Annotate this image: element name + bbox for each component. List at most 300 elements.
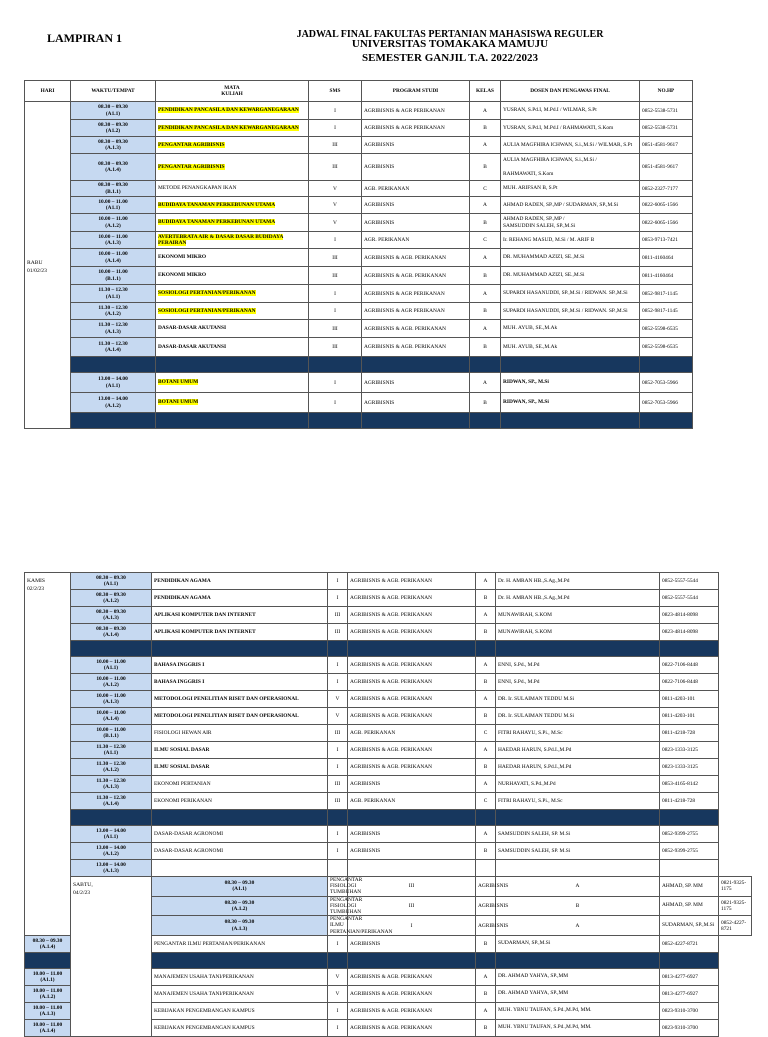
semester-cell: I <box>328 573 348 590</box>
course-name: BOTANI UMUM <box>158 379 199 386</box>
col-sms: SMS <box>309 81 362 102</box>
lecturer-cell: MUH. YBNU TAUFAN, S.Pd.,M.Pd, MM. <box>496 1002 660 1019</box>
study-program-cell: AGRIBISNIS & AGB. PERIKANAN <box>362 338 470 357</box>
course-cell <box>152 935 328 952</box>
day-cell: RABU 01/02/23 <box>25 102 71 429</box>
semester-cell: III <box>348 877 476 897</box>
course-cell <box>156 181 309 197</box>
lecturer-cell: FITRI RAHAYU, S.Pi., M.Sc <box>496 725 660 742</box>
study-program-cell: AGRIBISNIS & AGB. PERIKANAN <box>348 759 476 776</box>
phone-cell: 0822-7106-8448 <box>660 674 719 691</box>
table-row <box>25 590 752 607</box>
phone-cell: 0811-4203-101 <box>660 691 719 708</box>
class-cell: B <box>476 843 496 860</box>
course-cell <box>152 573 328 590</box>
lecturer-cell: Ir. REHANG MASUD, M.Si / M. ARIF B <box>501 232 640 249</box>
phone-cell: 0811-4203-101 <box>660 708 719 725</box>
separator-cell <box>362 413 470 429</box>
semester-cell: I <box>309 120 362 137</box>
phone-cell: 0852-4227-8721 <box>719 916 752 936</box>
study-program-cell: AGB. PERIKANAN <box>362 181 470 197</box>
phone-cell <box>660 860 719 877</box>
class-cell: B <box>470 267 501 285</box>
phone-cell: 0852-9817-1145 <box>640 285 693 303</box>
semester-cell: I <box>309 285 362 303</box>
table-row <box>25 657 752 674</box>
time-room-cell: 11.30 – 12.30 (A.1.3) <box>71 776 152 793</box>
class-cell: B <box>470 338 501 357</box>
course-name: FISIOLOGI HEWAN AIR <box>154 729 212 736</box>
semester-cell: III <box>309 320 362 338</box>
phone-cell: 0852-5538-5731 <box>640 120 693 137</box>
time-room-cell: 13.00 – 14.00 (A1.1) <box>71 826 152 843</box>
time-room-cell: 13.00 – 14.00 (A1.1) <box>71 373 156 393</box>
study-program-cell: AGRIBISNIS & AGB. PERIKANAN <box>348 1002 476 1019</box>
lecturer-cell: AHMAD RADEN, SP.,MP / SUDARMAN, SP.,M.Si <box>501 197 640 214</box>
phone-cell: 0823-1333-3125 <box>660 742 719 759</box>
table-row <box>25 573 752 590</box>
table-row <box>25 691 752 708</box>
table-row <box>25 120 693 137</box>
course-name: DASAR-DASAR AGRONOMI <box>154 847 224 854</box>
semester-cell: I <box>309 393 362 413</box>
phone-cell: 0853-4165-8142 <box>660 776 719 793</box>
course-cell <box>156 338 309 357</box>
study-program-cell: AGB. PERIKANAN <box>348 793 476 810</box>
separator-cell <box>470 413 501 429</box>
course-name: APLIKASI KOMPUTER DAN INTERNET <box>154 628 256 635</box>
table-row <box>25 181 693 197</box>
study-program-cell: AGRIBISNIS & AGB. PERIKANAN <box>348 742 476 759</box>
course-name: MANAJEMEN USAHA TANI/PERIKANAN <box>154 990 254 997</box>
lecturer-cell: ENNI, S.Pd., M.Pd <box>496 674 660 691</box>
course-name: PENGANTAR FISIOLOGI TUMBUHAN <box>330 896 363 916</box>
time-room-cell: 11.30 – 12.30 (A.1.4) <box>71 793 152 810</box>
course-name: METODE PENANGKAPAN IKAN <box>158 185 237 192</box>
table-row <box>25 860 752 877</box>
class-cell: B <box>476 985 496 1002</box>
separator-cell <box>660 952 719 968</box>
separator-cell <box>152 952 328 968</box>
course-cell <box>156 102 309 120</box>
phone-cell: 0852-9399-2755 <box>660 843 719 860</box>
time-room-cell: 10.00 – 11.00 (A1.1) <box>25 968 71 985</box>
separator-cell <box>348 952 476 968</box>
class-cell: C <box>470 181 501 197</box>
table-row <box>25 303 693 320</box>
lecturer-cell: DR. Ir. SULAIMAN TEDDU M.Si <box>496 691 660 708</box>
time-room-cell: 08.30 – 09.30 (A1.1) <box>152 877 328 897</box>
time-room-cell: 10.00 – 11.00 (A1.1) <box>71 657 152 674</box>
separator-cell <box>496 810 660 826</box>
study-program-cell: AGRIBISNIS & AGR PERIKANAN <box>362 120 470 137</box>
table-row <box>25 674 752 691</box>
phone-cell: 0851-4581-9617 <box>640 154 693 181</box>
lampiran-label: LAMPIRAN 1 <box>47 31 122 45</box>
time-room-cell: 10.00 – 11.00 (A.1.4) <box>71 708 152 725</box>
semester-title: SEMESTER GANJIL T.A. 2022/2023 <box>362 52 538 64</box>
class-cell: A <box>476 691 496 708</box>
separator-cell <box>348 641 476 657</box>
table-row <box>25 708 752 725</box>
col-kelas: KELAS <box>470 81 501 102</box>
study-program-cell: AGRIBISNIS & AGB. PERIKANAN <box>362 249 470 267</box>
class-cell: B <box>476 759 496 776</box>
course-cell <box>152 1019 328 1036</box>
time-room-cell: 08.30 – 09.30 (A.1.3) <box>71 607 152 624</box>
lecturer-cell: DR. Ir. SULAIMAN TEDDU M.Si <box>496 708 660 725</box>
course-name: BOTANI UMUM <box>158 399 199 406</box>
course-name: EKONOMI PERIKANAN <box>154 797 212 804</box>
semester-cell: V <box>328 691 348 708</box>
study-program-cell: AGRIBISNIS & AGB. PERIKANAN <box>348 708 476 725</box>
phone-cell: 0823-4814-8098 <box>660 624 719 641</box>
lecturer-cell: DR. AHMAD YAHYA, SP.,MM <box>496 968 660 985</box>
separator-cell <box>309 357 362 373</box>
phone-cell: 0823-9310-3700 <box>660 1002 719 1019</box>
table-row <box>25 843 752 860</box>
table-row <box>25 320 693 338</box>
semester-cell: I <box>309 232 362 249</box>
separator-cell <box>152 641 328 657</box>
lecturer-cell: MUNAWIRAH, S.KOM <box>496 607 660 624</box>
semester-cell: I <box>328 843 348 860</box>
time-room-cell: 11.30 – 12.30 (A1.1) <box>71 742 152 759</box>
course-name: AVERTEBRATA AIR & DASAR DASAR BUDIDAYA PERAIRAN <box>158 233 284 246</box>
separator-cell <box>476 810 496 826</box>
time-room-cell: 10.00 – 11.00 (A.1.3) <box>71 691 152 708</box>
day-cell: KAMIS 02/2/23 <box>25 573 71 936</box>
semester-cell: III <box>309 137 362 154</box>
phone-cell: 0823-9310-3700 <box>660 1019 719 1036</box>
lecturer-cell: HAEDAR HARUN, S.Pd.I.,M.Pd <box>496 759 660 776</box>
separator-cell <box>328 641 348 657</box>
phone-cell: 0852-4227-8721 <box>660 935 719 952</box>
course-name: METODOLOGI PENELITIAN RISET DAN OPERASIONAL <box>154 695 299 702</box>
separator-cell <box>501 413 640 429</box>
class-cell: A <box>476 573 496 590</box>
class-cell: B <box>470 303 501 320</box>
study-program-cell: AGB. PERIKANAN <box>348 725 476 742</box>
course-cell <box>152 985 328 1002</box>
day-cell: SABTU, 04/2/23 <box>71 877 152 1037</box>
course-name: KEBIJAKAN PENGEMBANGAN KAMPUS <box>154 1007 255 1014</box>
table-row <box>25 102 693 120</box>
time-room-cell: 10.00 – 11.00 (A1.1) <box>71 197 156 214</box>
course-name: BUDIDAYA TANAMAN PERKEBUNAN UTAMA <box>158 219 276 226</box>
lecturer-cell: AHMAD, SP. MM <box>660 896 719 916</box>
table-row <box>25 877 752 897</box>
study-program-cell: AGRIBISNIS & AGR PERIKANAN <box>362 303 470 320</box>
time-room-cell: 11.30 – 12.30 (A.1.3) <box>71 320 156 338</box>
semester-cell: I <box>309 102 362 120</box>
semester-cell: V <box>309 181 362 197</box>
table-row <box>25 285 693 303</box>
section-separator-row <box>25 357 693 373</box>
course-cell <box>156 154 309 181</box>
col-nohp: NO.HP <box>640 81 693 102</box>
study-program-cell: AGRIBISNIS <box>362 373 470 393</box>
table-row <box>25 742 752 759</box>
class-cell: A <box>476 968 496 985</box>
phone-cell: 0821-9325-1175 <box>719 896 752 916</box>
study-program-cell: AGRIBISNIS & AGB. PERIKANAN <box>348 968 476 985</box>
lecturer-cell: MUH. YBNU TAUFAN, S.Pd.,M.Pd, MM. <box>496 1019 660 1036</box>
phone-cell: 0822-6065-1566 <box>640 197 693 214</box>
course-cell <box>152 725 328 742</box>
separator-cell <box>476 952 496 968</box>
course-cell <box>156 120 309 137</box>
col-mata-kuliah: MATA KULIAH <box>156 81 309 102</box>
semester-cell: III <box>348 896 476 916</box>
class-cell: B <box>470 154 501 181</box>
lecturer-cell: SUDARMAN, SP.,M.Si <box>660 916 719 936</box>
study-program-cell: AGRIBISNIS <box>476 877 496 897</box>
phone-cell: 0813-4277-6927 <box>660 968 719 985</box>
course-cell <box>152 860 328 877</box>
class-cell: A <box>476 607 496 624</box>
course-cell <box>152 590 328 607</box>
course-cell <box>152 624 328 641</box>
time-room-cell: 10.00 – 11.00 (B.1.1) <box>71 725 152 742</box>
course-cell <box>328 916 393 936</box>
time-room-cell: 11.30 – 12.30 (A1.1) <box>71 285 156 303</box>
table-row <box>25 197 693 214</box>
separator-cell <box>501 357 640 373</box>
lecturer-cell: DR. AHMAD YAHYA, SP.,MM <box>496 985 660 1002</box>
lecturer-cell: SAMSUDDIN SALEH, SP. M.Si <box>496 826 660 843</box>
class-cell: C <box>470 232 501 249</box>
phone-cell: 0811-4160464 <box>640 267 693 285</box>
lecturer-cell <box>496 860 660 877</box>
class-cell: B <box>470 393 501 413</box>
phone-cell: 0852-5598-6535 <box>640 320 693 338</box>
course-cell <box>156 373 309 393</box>
course-cell <box>156 232 309 249</box>
study-program-cell: AGRIBISNIS & AGR PERIKANAN <box>362 285 470 303</box>
course-name: PENDIDIKAN AGAMA <box>154 577 211 584</box>
study-program-cell: AGRIBISNIS & AGB. PERIKANAN <box>348 691 476 708</box>
course-cell <box>152 742 328 759</box>
lecturer-cell: DR. MUHAMMAD AZIZI, SE.,M.Si <box>501 249 640 267</box>
semester-cell: III <box>309 267 362 285</box>
lecturer-cell: MUH. AYUB, SE.,M.Ak <box>501 338 640 357</box>
semester-cell: I <box>348 916 476 936</box>
separator-cell <box>470 357 501 373</box>
course-cell <box>152 674 328 691</box>
semester-cell: I <box>328 1002 348 1019</box>
phone-cell: 0852-5557-5544 <box>660 590 719 607</box>
phone-cell: 0811-4160464 <box>640 249 693 267</box>
course-name: APLIKASI KOMPUTER DAN INTERNET <box>154 611 256 618</box>
separator-cell <box>660 810 719 826</box>
time-room-cell: 08.30 – 09.30 (B.1.1) <box>71 181 156 197</box>
study-program-cell: AGRIBISNIS <box>348 826 476 843</box>
course-name: PENGANTAR AGRIBISNIS <box>158 141 225 148</box>
course-cell <box>156 197 309 214</box>
separator-cell <box>496 952 660 968</box>
class-cell: B <box>476 935 496 952</box>
schedule-title: JADWAL FINAL FAKULTAS PERTANIAN MAHASISWA REGULER <box>296 29 604 40</box>
lecturer-cell: MUNAWIRAH, S.KOM <box>496 624 660 641</box>
course-name: ILMU SOSIAL DASAR <box>154 746 210 753</box>
university-title: UNIVERSITAS TOMAKAKA MAMUJU <box>351 38 549 50</box>
course-name: PENGANTAR AGRIBISNIS <box>158 163 225 170</box>
lecturer-cell: Dr. H. AMRAN HB.,S.Ag.,M.Pd <box>496 590 660 607</box>
class-cell: A <box>470 285 501 303</box>
semester-cell: III <box>328 793 348 810</box>
lecturer-cell: SUPARDI HASANUDDI, SP.,M.Si / RIDWAN. SP.,M.Si <box>501 285 640 303</box>
course-cell <box>152 826 328 843</box>
course-name: BUDIDAYA TANAMAN PERKEBUNAN UTAMA <box>158 201 276 208</box>
separator-cell <box>152 810 328 826</box>
time-room-cell: 08.30 – 09.30 (A1.1) <box>71 102 156 120</box>
phone-cell: 0852-9399-2755 <box>660 826 719 843</box>
time-room-cell: 08.30 – 09.30 (A.1.4) <box>71 154 156 181</box>
course-name: METODOLOGI PENELITIAN RISET DAN OPERASIONAL <box>154 712 299 719</box>
separator-cell <box>362 357 470 373</box>
phone-cell: 0813-4277-6927 <box>660 985 719 1002</box>
separator-cell <box>71 357 156 373</box>
lecturer-cell: RIDWAN, SP., M.Si <box>501 393 640 413</box>
table-row <box>25 607 752 624</box>
course-name: EKONOMI MIKRO <box>158 272 207 279</box>
phone-cell: 0852-5557-5544 <box>660 573 719 590</box>
table-header-row <box>25 81 693 102</box>
phone-cell: 0851-4581-9617 <box>640 137 693 154</box>
separator-cell <box>71 810 152 826</box>
course-name: BAHASA INGGRIS I <box>154 678 205 685</box>
lecturer-cell: MUH. ARIFSAN B, S.Pt <box>501 181 640 197</box>
separator-cell <box>640 413 693 429</box>
course-cell <box>156 249 309 267</box>
semester-cell: I <box>328 674 348 691</box>
time-room-cell: 08.30 – 09.30 (A.1.3) <box>152 916 328 936</box>
semester-cell: I <box>328 657 348 674</box>
class-cell: A <box>470 249 501 267</box>
course-name: PENGANTAR ILMU PERTANIAN/PERIKANAN <box>154 940 266 947</box>
class-cell: A <box>476 657 496 674</box>
semester-cell: I <box>328 742 348 759</box>
semester-cell: I <box>328 759 348 776</box>
separator-cell <box>71 641 152 657</box>
study-program-cell: AGRIBISNIS <box>362 214 470 232</box>
semester-cell: III <box>309 249 362 267</box>
phone-cell: 0852-9817-1145 <box>640 303 693 320</box>
course-cell <box>156 320 309 338</box>
time-room-cell: 13.00 – 14.00 (A.1.2) <box>71 843 152 860</box>
class-cell: B <box>470 214 501 232</box>
phone-cell: 0821-9325-1175 <box>719 877 752 897</box>
table-row <box>25 793 752 810</box>
lecturer-cell: SUPARDI HASANUDDI, SP.,M.Si / RIDWAN. SP.,M.Si <box>501 303 640 320</box>
semester-cell: I <box>309 373 362 393</box>
class-cell <box>476 860 496 877</box>
table-row <box>25 776 752 793</box>
class-cell: B <box>496 896 660 916</box>
time-room-cell: 10.00 – 11.00 (A.1.4) <box>25 1019 71 1036</box>
course-cell <box>156 214 309 232</box>
time-room-cell: 10.00 – 11.00 (A.1.3) <box>71 232 156 249</box>
separator-cell <box>476 641 496 657</box>
time-room-cell: 11.30 – 12.30 (A.1.2) <box>71 759 152 776</box>
course-name: DASAR-DASAR AGRONOMI <box>154 830 224 837</box>
course-name: ILMU SOSIAL DASAR <box>154 763 210 770</box>
lecturer-cell: Dr. H. AMRAN HB.,S.Ag.,M.Pd <box>496 573 660 590</box>
course-name: PENGANTAR ILMU PERTANIAN/PERIKANAN <box>330 916 393 935</box>
study-program-cell: AGRIBISNIS <box>348 843 476 860</box>
semester-cell: V <box>309 214 362 232</box>
separator-cell <box>640 357 693 373</box>
course-cell <box>152 759 328 776</box>
semester-cell <box>328 860 348 877</box>
table-row <box>25 154 693 181</box>
semester-cell: III <box>309 338 362 357</box>
class-cell: B <box>470 120 501 137</box>
phone-cell: 0811-4218-728 <box>660 793 719 810</box>
course-name: PENDIDIKAN AGAMA <box>154 594 211 601</box>
table-row <box>25 624 752 641</box>
phone-cell: 0853-9713-7421 <box>640 232 693 249</box>
lecturer-cell: SAMSUDDIN SALEH, SP. M.Si <box>496 843 660 860</box>
class-cell: C <box>476 793 496 810</box>
separator-cell <box>328 810 348 826</box>
course-cell <box>152 968 328 985</box>
class-cell: B <box>476 590 496 607</box>
class-cell: A <box>470 197 501 214</box>
course-name: SOSIOLOGI PERTANIAN/PERIKANAN <box>158 307 256 314</box>
separator-cell <box>71 413 156 429</box>
table-row <box>25 267 693 285</box>
course-cell <box>152 657 328 674</box>
semester-cell: I <box>328 1019 348 1036</box>
lecturer-cell: FITRI RAHAYU, S.Pi., M.Sc <box>496 793 660 810</box>
class-cell: A <box>496 916 660 936</box>
study-program-cell: AGRIBISNIS & AGB. PERIKANAN <box>348 674 476 691</box>
separator-cell <box>496 641 660 657</box>
section-separator-row <box>25 641 752 657</box>
semester-cell: III <box>328 725 348 742</box>
table-row <box>25 373 693 393</box>
course-cell <box>152 793 328 810</box>
time-room-cell: 10.00 – 11.00 (B.1.1) <box>71 267 156 285</box>
course-cell <box>152 776 328 793</box>
study-program-cell: AGRIBISNIS & AGB. PERIKANAN <box>362 320 470 338</box>
lecturer-cell: AULIA MAGFHIRA ICHWAN, S.i.,M.Si / RAHMAWATI, S.Kom <box>501 154 640 181</box>
lecturer-cell: ENNI, S.Pd., M.Pd <box>496 657 660 674</box>
study-program-cell: AGRIBISNIS & AGB. PERIKANAN <box>348 590 476 607</box>
study-program-cell: AGRIBISNIS <box>362 197 470 214</box>
lecturer-cell: AULIA MAGFHIRA ICHWAN, S.i.,M.Si / WILMAR, S.Pt <box>501 137 640 154</box>
class-cell: B <box>476 624 496 641</box>
time-room-cell: 10.00 – 11.00 (A.1.3) <box>25 1002 71 1019</box>
col-program-studi: PROGRAM STUDI <box>362 81 470 102</box>
course-name: BAHASA INGGRIS I <box>154 661 205 668</box>
phone-cell: 0852-7053-5966 <box>640 393 693 413</box>
col-dosen: DOSEN DAN PENGAWAS FINAL <box>501 81 640 102</box>
time-room-cell: 08.30 – 09.30 (A1.1) <box>71 573 152 590</box>
lecturer-cell: YUSRAN, S.Pd.I, M.Pd.I / RAHMAWATI, S.Kom <box>501 120 640 137</box>
study-program-cell <box>348 860 476 877</box>
study-program-cell: AGRIBISNIS <box>348 776 476 793</box>
class-cell: A <box>470 137 501 154</box>
study-program-cell: AGRIBISNIS & AGB. PERIKANAN <box>348 985 476 1002</box>
study-program-cell: AGRIBISNIS & AGB. PERIKANAN <box>348 657 476 674</box>
lecturer-cell: HAEDAR HARUN, S.Pd.I.,M.Pd <box>496 742 660 759</box>
time-room-cell: 08.30 – 09.30 (A.1.2) <box>71 590 152 607</box>
col-waktu: WAKTU/TEMPAT <box>71 81 156 102</box>
course-cell <box>152 691 328 708</box>
